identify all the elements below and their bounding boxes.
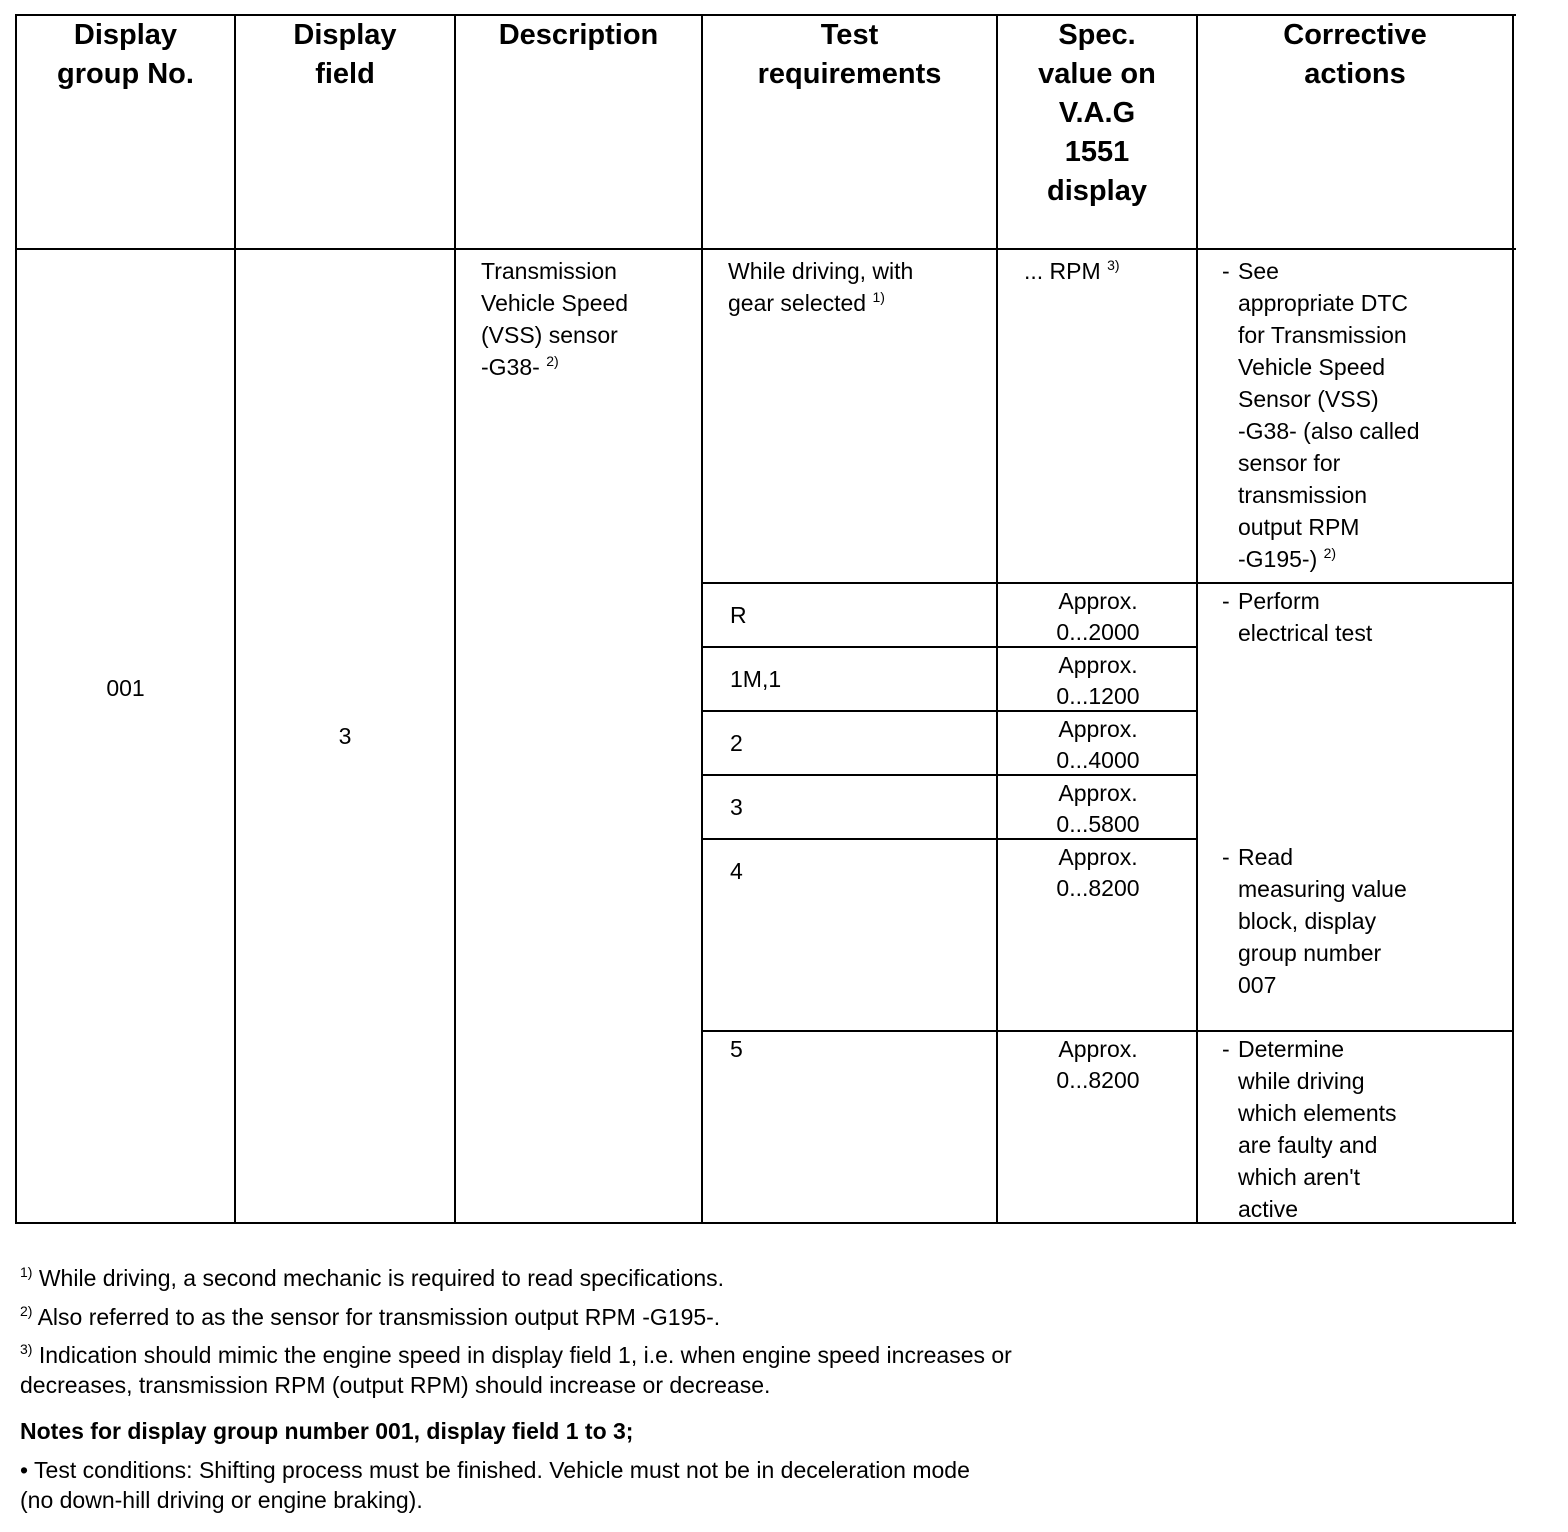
corrective-action (1222, 1033, 1512, 1223)
header-test-requirements: Test requirements (757, 19, 942, 90)
corrective-action (1222, 585, 1512, 655)
spec-value: Approx. 0...2000 (1056, 588, 1140, 645)
test-requirement: 5 (730, 1036, 743, 1062)
notes-title: Notes for display group number 001, display field 1 to 3; (20, 1418, 634, 1444)
spec-value: Approx. 0...8200 (1056, 844, 1140, 901)
header-corrective-actions: Corrective actions (1283, 19, 1427, 90)
spec-value-text: ... RPM (1024, 258, 1108, 284)
header-display-field: Display field (293, 19, 397, 90)
description-text: Transmission Vehicle Speed (VSS) sensor -G38- (481, 258, 629, 380)
display-field-value: 3 (338, 723, 352, 749)
spec-value: Approx. 0...1200 (1056, 652, 1140, 709)
spec-value: Approx. 0...4000 (1056, 716, 1140, 773)
test-requirement (728, 255, 993, 319)
footnote-mark: 1) (20, 1264, 33, 1280)
spec-value (1024, 255, 1194, 287)
footnote-text: Also referred to as the sensor for transmission output RPM -G195-. (32, 1304, 721, 1330)
header-description: Description (498, 19, 659, 51)
table-border-left (15, 14, 17, 1224)
spec-value: Approx. 0...8200 (1056, 1036, 1140, 1093)
corrective-action (1222, 255, 1512, 580)
test-requirement: 4 (730, 858, 743, 884)
header-divider (15, 248, 1516, 250)
row-divider (701, 1030, 1514, 1032)
test-requirement-text: While driving, with gear selected (728, 258, 914, 316)
footnote-2 (20, 1302, 1220, 1332)
column-divider-3 (701, 14, 703, 1224)
header-display-group-no: Display group No. (57, 19, 194, 90)
description-footnote-ref: 2) (546, 353, 559, 369)
action-dash: - (1222, 1036, 1230, 1062)
action-dash: - (1222, 588, 1230, 614)
action-dash: - (1222, 844, 1230, 870)
header-spec-value: Spec. value on V.A.G 1551 display (1038, 19, 1156, 207)
footnote-text: While driving, a second mechanic is required to read specifications. (32, 1265, 725, 1291)
test-requirement: 2 (730, 730, 743, 756)
column-divider-1 (234, 14, 236, 1224)
test-requirement: 1M,1 (730, 666, 782, 692)
action-text: Determine while driving which elements are faulty and which aren't active (1238, 1036, 1397, 1222)
footnote-3 (20, 1340, 1220, 1400)
action-dash: - (1222, 258, 1230, 284)
footnote-mark: 3) (20, 1341, 33, 1357)
notes-bullet: • Test conditions: Shifting process must be finished. Vehicle must not be in deceleration mode (no down-hill driving or engine braking). (20, 1457, 970, 1513)
row-divider (701, 582, 1514, 584)
action-text: Perform electrical test (1238, 588, 1373, 646)
test-requirement: R (730, 602, 747, 628)
footnote-text: Indication should mimic the engine speed in display field 1, i.e. when engine speed increases or decreases, transmission RPM (output RPM) should increase or decrease. (20, 1342, 1012, 1398)
description-value (481, 255, 696, 383)
display-group-no-value: 001 (106, 675, 145, 701)
test-requirement-footnote-ref: 1) (872, 289, 885, 305)
test-requirement: 3 (730, 794, 743, 820)
corrective-action (1222, 841, 1512, 1011)
spec-value: Approx. 0...5800 (1056, 780, 1140, 837)
action-footnote-ref: 2) (1323, 545, 1337, 561)
footnote-mark: 2) (20, 1303, 33, 1319)
spec-value-footnote-ref: 3) (1107, 257, 1120, 273)
action-text: Read measuring value block, display group number 007 (1238, 844, 1407, 998)
column-divider-2 (454, 14, 456, 1224)
footnote-1 (20, 1263, 1220, 1293)
action-text-body: See appropriate DTC for Transmission Vehicle Speed Sensor (VSS) -G38- (also called sensor for transmission output RPM -G195-) (1238, 258, 1420, 572)
action-text (1238, 255, 1518, 575)
